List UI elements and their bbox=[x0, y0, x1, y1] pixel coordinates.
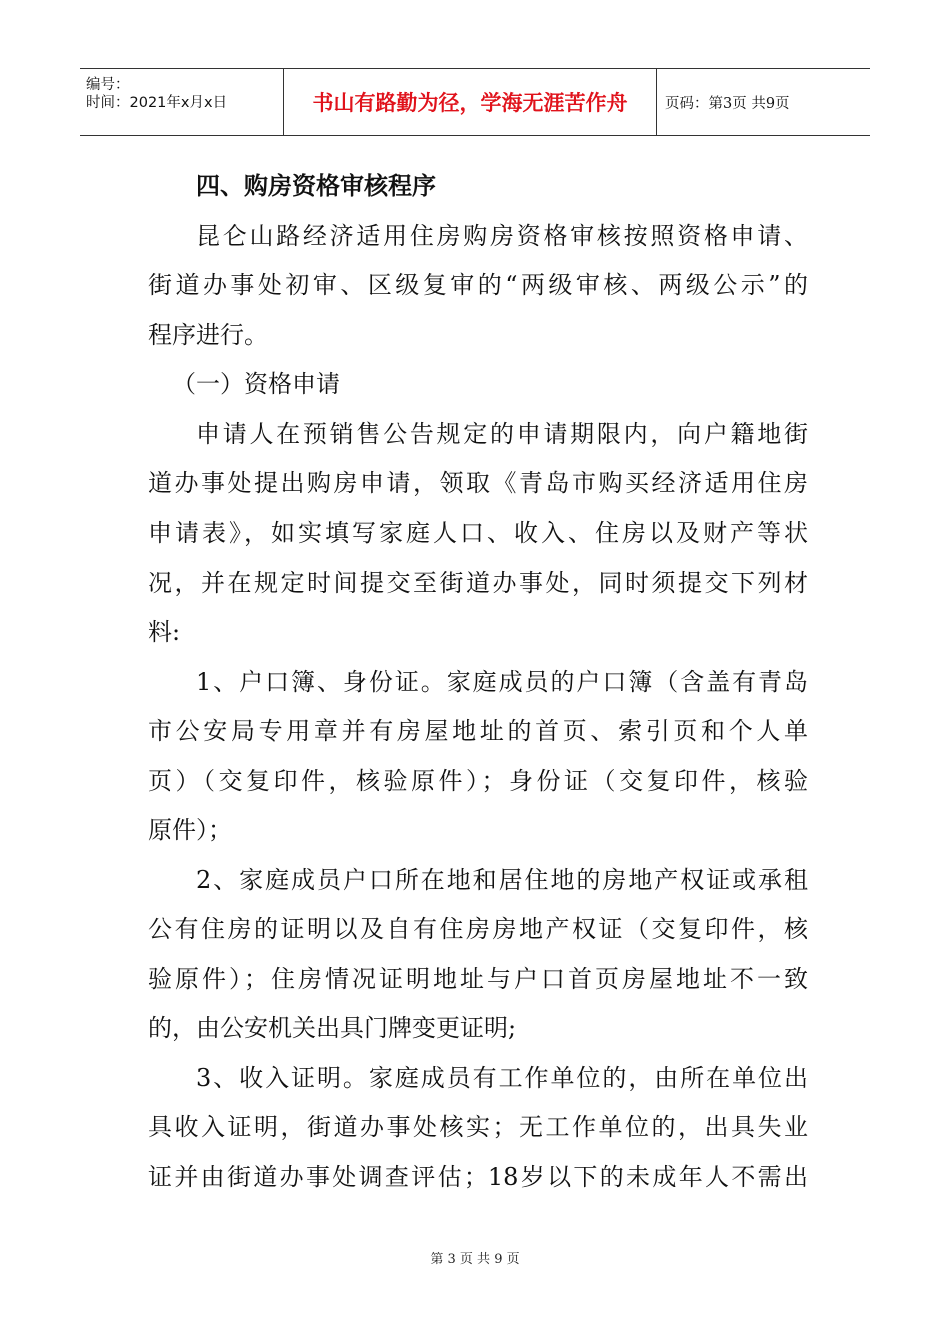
page-footer: 第 3 页 共 9 页 bbox=[430, 1252, 520, 1267]
subsection-heading: （一）资格申请 bbox=[172, 370, 340, 398]
paragraph-line: 昆仑山路经济适用住房购房资格审核按照资格申请、 bbox=[196, 222, 808, 250]
list-item-line: 页）（交复印件，核验原件）；身份证（交复印件，核验 bbox=[148, 767, 808, 795]
header-page-info: 页码：第3页 共9页 bbox=[665, 95, 790, 112]
paragraph-line: 申请表》，如实填写家庭人口、收入、住房以及财产等状 bbox=[148, 519, 808, 547]
header-number-label: 编号： bbox=[86, 77, 130, 93]
paragraph-line: 程序进行。 bbox=[148, 321, 268, 349]
paragraph-line: 申请人在预销售公告规定的申请期限内，向户籍地街 bbox=[196, 420, 808, 448]
list-item-line: 1、户口簿、身份证。家庭成员的户口簿（含盖有青岛 bbox=[196, 668, 808, 696]
section-heading: 四、购房资格审核程序 bbox=[196, 172, 436, 200]
list-item-line: 的，由公安机关出具门牌变更证明; bbox=[148, 1014, 517, 1042]
list-item-line: 证并由街道办事处调查评估；18岁以下的未成年人不需出 bbox=[148, 1163, 808, 1191]
header-time-label: 时间：2021年x月x日 bbox=[86, 95, 228, 111]
paragraph-line: 料: bbox=[148, 618, 181, 646]
header-motto-cell bbox=[283, 69, 657, 135]
list-item-line: 具收入证明，街道办事处核实；无工作单位的，出具失业 bbox=[148, 1113, 808, 1141]
paragraph-line: 街道办事处初审、区级复审的“两级审核、两级公示”的 bbox=[148, 271, 808, 299]
list-item-line: 公有住房的证明以及自有住房房地产权证（交复印件，核 bbox=[148, 915, 808, 943]
header-motto: 书山有路勤为径，学海无涯苦作舟 bbox=[312, 91, 628, 115]
header-page-cell bbox=[657, 69, 870, 135]
header-meta-cell bbox=[80, 69, 283, 135]
list-item-line: 验原件）；住房情况证明地址与户口首页房屋地址不一致 bbox=[148, 965, 808, 993]
list-item-line: 2、家庭成员户口所在地和居住地的房地产权证或承租 bbox=[196, 866, 808, 894]
paragraph-line: 况，并在规定时间提交至街道办事处，同时须提交下列材 bbox=[148, 569, 808, 597]
paragraph-line: 道办事处提出购房申请，领取《青岛市购买经济适用住房 bbox=[148, 469, 808, 497]
page-header bbox=[80, 68, 870, 136]
list-item-line: 市公安局专用章并有房屋地址的首页、索引页和个人单 bbox=[148, 717, 808, 745]
list-item-line: 原件）； bbox=[148, 816, 232, 844]
list-item-line: 3、收入证明。家庭成员有工作单位的，由所在单位出 bbox=[196, 1064, 808, 1092]
